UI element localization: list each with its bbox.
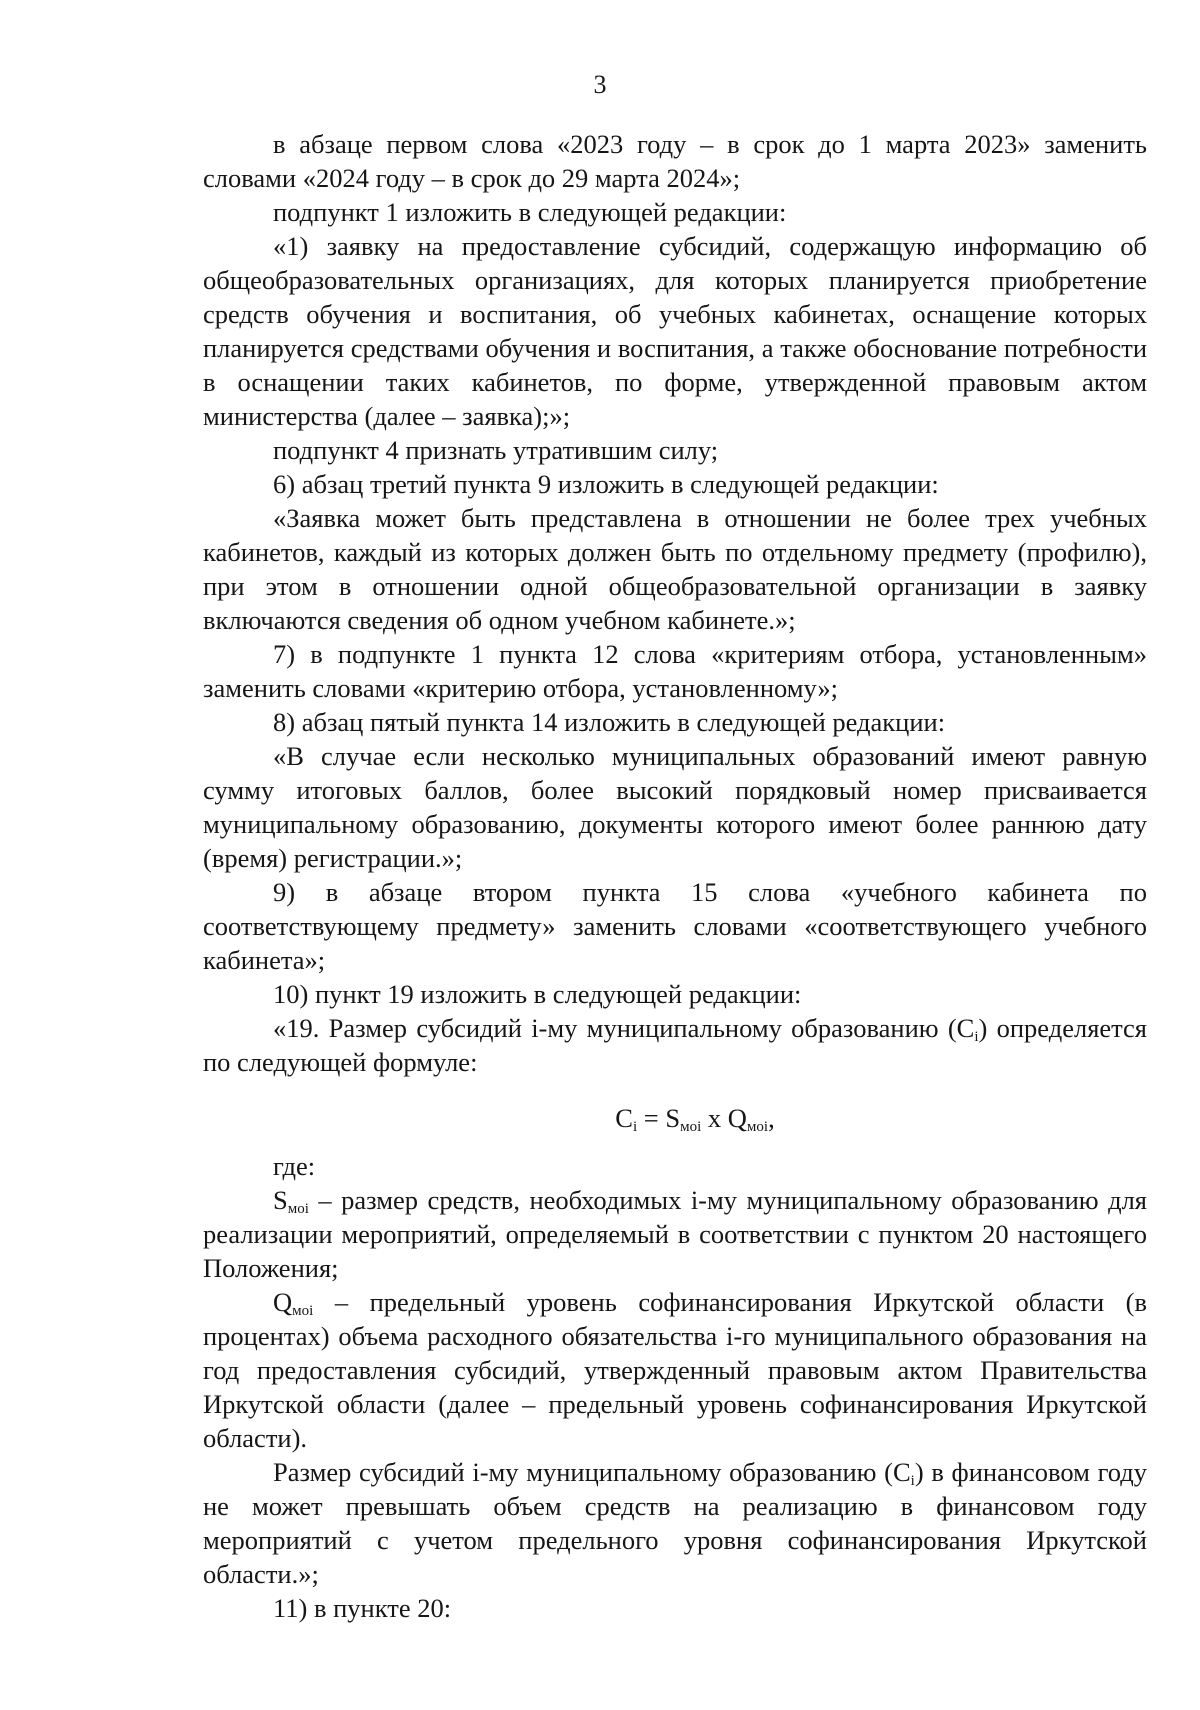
paragraph: 11) в пункте 20: <box>273 1593 452 1623</box>
formula-x: x Q <box>701 1103 747 1133</box>
paragraph-subsidy-limit <box>203 1455 1147 1591</box>
subscript: i <box>974 1029 979 1045</box>
subscript: моi <box>287 1201 309 1217</box>
formula-eq: = S <box>637 1103 681 1133</box>
paragraph-point-19 <box>203 1011 1147 1079</box>
formula-c: C <box>615 1103 633 1133</box>
subscript: i <box>910 1473 915 1489</box>
subscript: i <box>632 1119 638 1135</box>
subscript: моi <box>680 1119 702 1135</box>
paragraph: «В случае если несколько муниципальных образований имеют равную сумму итоговых баллов, более высокий порядковый номер присваивается муниципальному образованию, документы которого имеют более раннюю дату (время) регистрации.»; <box>203 741 1147 873</box>
where-label: где: <box>273 1151 316 1181</box>
definition-text: – размер средств, необходимых i-му муниципальному образованию для реализации мероприятий, определяемый в соответствии с пунктом 20 настоящего Положения; <box>203 1185 1147 1283</box>
point-19-tail: ) определяется по следующей формуле: <box>203 1013 1147 1077</box>
paragraph: «Заявка может быть представлена в отношении не более трех учебных кабинетов, каждый из которых должен быть по отдельному предмету (профилю), при этом в отношении одной общеобразовательной организации в заявку включаются сведения об одном учебном кабинете.»; <box>203 503 1147 635</box>
paragraph: 7) в подпункте 1 пункта 12 слова «критериям отбора, установленным» заменить словами «критерию отбора, установленному»; <box>203 639 1147 703</box>
document-body <box>203 127 1147 1625</box>
paragraph: 10) пункт 19 изложить в следующей редакции: <box>273 979 802 1009</box>
subsidy-limit-tail: ) в финансовом году не может превышать объем средств на реализацию в финансовом году мероприятий с учетом предельного уровня софинансирования Иркутской области.»; <box>203 1457 1147 1589</box>
point-19-text: «19. Размер субсидий i-му муниципальному образованию (C <box>273 1013 975 1043</box>
subscript: моi <box>746 1119 769 1135</box>
paragraph: подпункт 1 изложить в следующей редакции: <box>273 197 787 227</box>
subscript: моi <box>292 1303 314 1319</box>
symbol-s: S <box>273 1185 288 1215</box>
paragraph: подпункт 4 признать утратившим силу; <box>273 435 719 465</box>
definition-q <box>203 1285 1147 1455</box>
paragraph: 6) абзац третий пункта 9 изложить в следующей редакции: <box>273 469 939 499</box>
subsidy-limit-text: Размер субсидий i-му муниципальному образованию (C <box>273 1457 911 1487</box>
paragraph: «1) заявку на предоставление субсидий, содержащую информацию об общеобразовательных организациях, для которых планируется приобретение средств обучения и воспитания, об учебных кабинетах, оснащение которых планируется средствами обучения и воспитания, а также обоснование потребности в оснащении таких кабинетов, по форме, утвержденной правовым актом министерства (далее – заявка);»; <box>203 231 1147 431</box>
paragraph: 8) абзац пятый пункта 14 изложить в следующей редакции: <box>273 707 946 737</box>
symbol-q: Q <box>273 1287 293 1317</box>
page-number: 3 <box>593 70 607 99</box>
definition-s <box>203 1183 1147 1285</box>
paragraph: в абзаце первом слова «2023 году – в срок до 1 марта 2023» заменить словами «2024 году – в срок до 29 марта 2024»; <box>203 129 1147 193</box>
formula <box>203 1101 1147 1135</box>
definition-text: – предельный уровень софинансирования Иркутской области (в процентах) объема расходного обязательства i-го муниципального образования на год предоставления субсидий, утвержденный правовым актом Правительства Иркутской области (далее – предельный уровень софинансирования Иркутской области). <box>203 1287 1147 1453</box>
formula-end: , <box>768 1103 775 1133</box>
paragraph: 9) в абзаце втором пункта 15 слова «учебного кабинета по соответствующему предмету» заменить словами «соответствующего учебного кабинета»; <box>203 877 1147 975</box>
